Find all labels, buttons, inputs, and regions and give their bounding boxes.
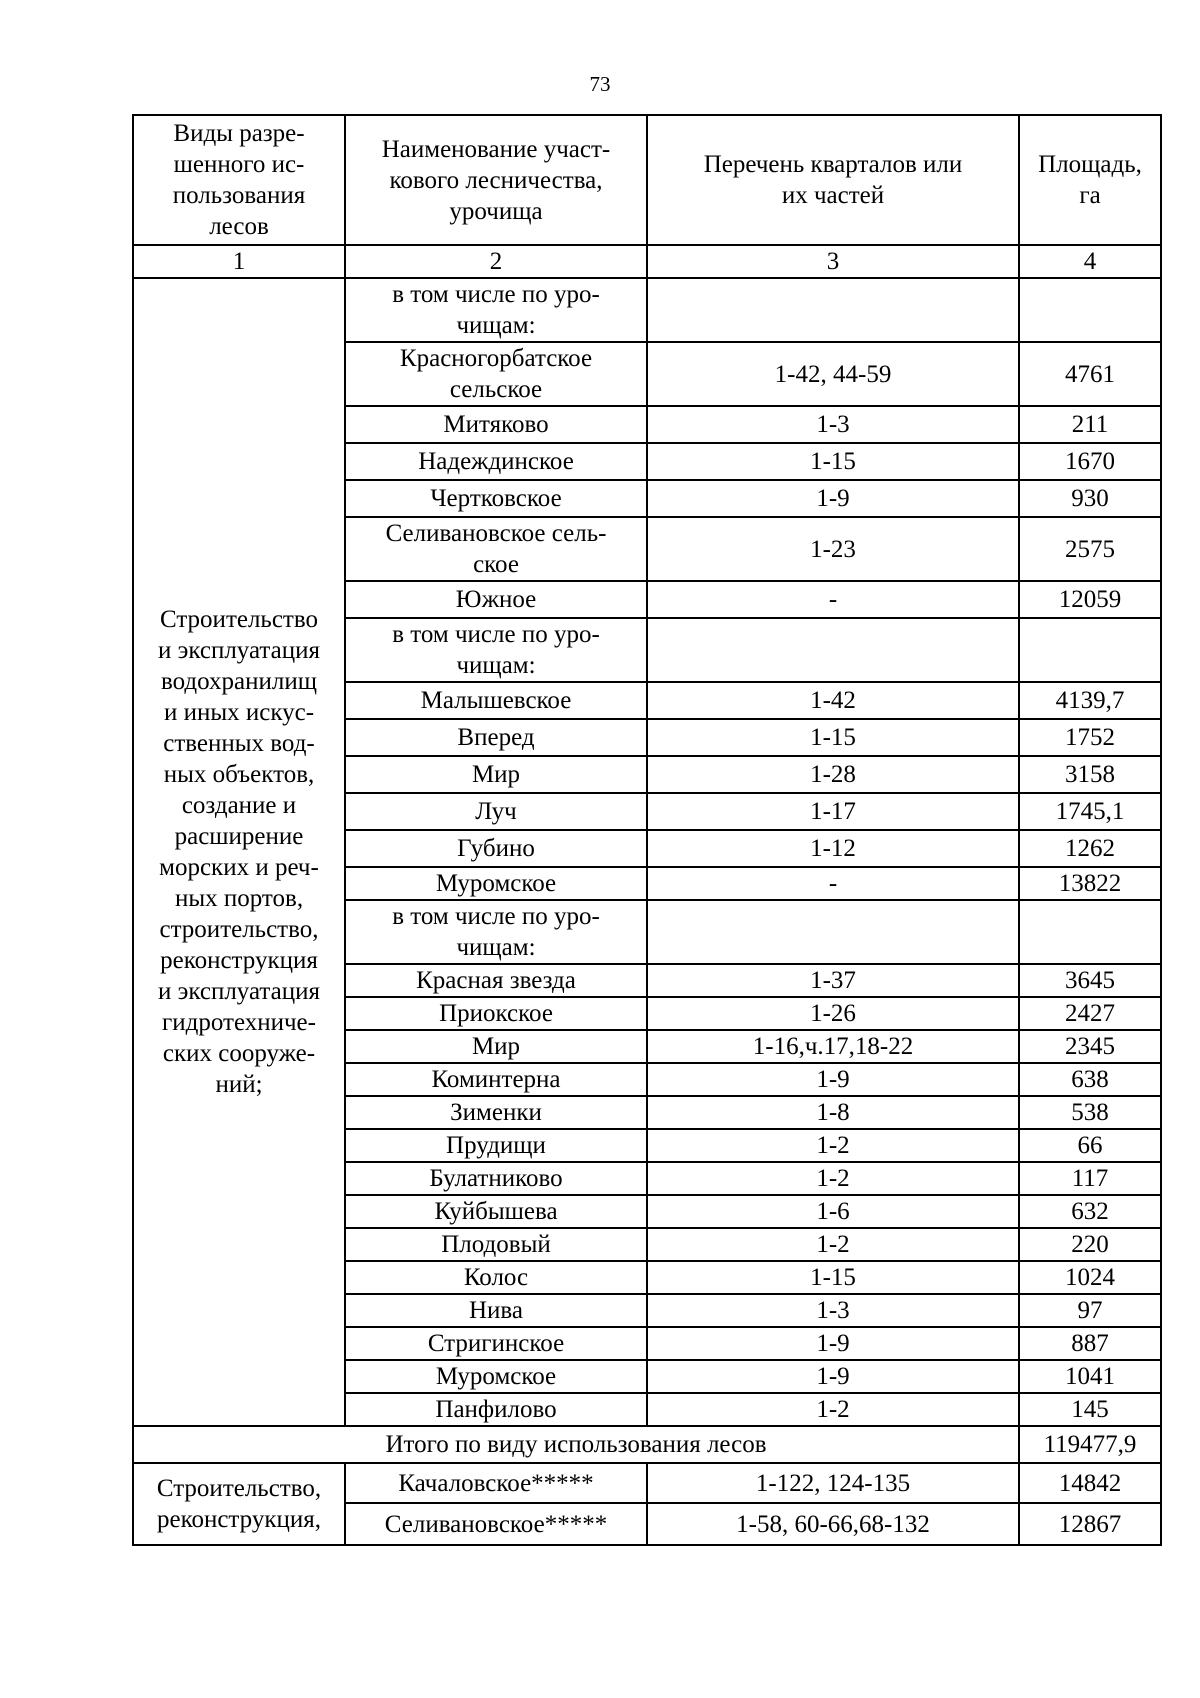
- quarters-cell: [647, 278, 1019, 342]
- header-area: Площадь, га: [1019, 115, 1161, 245]
- quarters-cell: 1-2: [647, 1393, 1019, 1426]
- quarters-cell: 1-58, 60-66,68-132: [647, 1503, 1019, 1545]
- quarters-cell: 1-23: [647, 517, 1019, 581]
- forestry-name-cell: Зименки: [345, 1096, 647, 1129]
- total-row: [133, 1426, 1161, 1463]
- area-cell: 211: [1019, 406, 1161, 443]
- forestry-name-cell: Чертковское: [345, 480, 647, 517]
- forestry-name-cell: Плодовый: [345, 1228, 647, 1261]
- quarters-cell: 1-8: [647, 1096, 1019, 1129]
- header-row: [133, 115, 1161, 245]
- header-name: Наименование участ- кового лесничества, урочища: [345, 115, 647, 245]
- quarters-cell: 1-9: [647, 480, 1019, 517]
- forestry-name-cell: Муромское: [345, 867, 647, 900]
- area-cell: 638: [1019, 1063, 1161, 1096]
- forestry-name-cell: Селивановское*****: [345, 1503, 647, 1545]
- quarters-cell: 1-15: [647, 719, 1019, 756]
- quarters-cell: 1-12: [647, 830, 1019, 867]
- forestry-name-cell: Мир: [345, 1030, 647, 1063]
- forestry-name-cell: Красногорбатское сельское: [345, 342, 647, 406]
- quarters-cell: -: [647, 581, 1019, 618]
- quarters-cell: 1-2: [647, 1228, 1019, 1261]
- quarters-cell: 1-37: [647, 964, 1019, 997]
- use-kind-cell: Строительство, реконструкция,: [133, 1463, 345, 1545]
- forestry-name-cell: Панфилово: [345, 1393, 647, 1426]
- quarters-cell: [647, 900, 1019, 964]
- forestry-name-cell: Надеждинское: [345, 443, 647, 480]
- total-label: Итого по виду использования лесов: [133, 1426, 1019, 1463]
- forestry-name-cell: Колос: [345, 1261, 647, 1294]
- forest-use-table: [132, 114, 1162, 1546]
- forestry-name-cell: Мир: [345, 756, 647, 793]
- area-cell: 887: [1019, 1327, 1161, 1360]
- area-cell: [1019, 618, 1161, 682]
- column-number: 2: [345, 245, 647, 278]
- forestry-name-cell: Качаловское*****: [345, 1463, 647, 1503]
- area-cell: 4139,7: [1019, 682, 1161, 719]
- forestry-name-cell: Приокское: [345, 997, 647, 1030]
- forestry-name-cell: Митяково: [345, 406, 647, 443]
- use-kind-cell: Строительство и эксплуатация водохранилищ и иных искус- ственных вод- ных объектов, создание и расширение морских и реч- ных портов, строительство, реконструкция и эксплуатация гидротехниче- ских сооруже- ний;: [133, 278, 345, 1426]
- area-cell: 1745,1: [1019, 793, 1161, 830]
- column-number: 3: [647, 245, 1019, 278]
- forestry-name-cell: Булатниково: [345, 1162, 647, 1195]
- forestry-name-cell: Куйбышева: [345, 1195, 647, 1228]
- area-cell: 632: [1019, 1195, 1161, 1228]
- quarters-cell: 1-42, 44-59: [647, 342, 1019, 406]
- column-number: 1: [133, 245, 345, 278]
- header-quarters: Перечень кварталов или их частей: [647, 115, 1019, 245]
- forestry-name-cell: Луч: [345, 793, 647, 830]
- area-cell: 3645: [1019, 964, 1161, 997]
- forestry-name-cell: Стригинское: [345, 1327, 647, 1360]
- forestry-name-cell: Селивановское сель- ское: [345, 517, 647, 581]
- quarters-cell: 1-28: [647, 756, 1019, 793]
- area-cell: 220: [1019, 1228, 1161, 1261]
- area-cell: 1670: [1019, 443, 1161, 480]
- quarters-cell: 1-15: [647, 443, 1019, 480]
- page-number: 73: [589, 72, 611, 96]
- area-cell: 13822: [1019, 867, 1161, 900]
- quarters-cell: 1-3: [647, 1294, 1019, 1327]
- header-kind: Виды разре- шенного ис- пользования лесов: [133, 115, 345, 245]
- column-number-row: [133, 245, 1161, 278]
- area-cell: 14842: [1019, 1463, 1161, 1503]
- area-cell: 12059: [1019, 581, 1161, 618]
- forestry-name-cell: Губино: [345, 830, 647, 867]
- quarters-cell: 1-9: [647, 1327, 1019, 1360]
- forestry-name-cell: Вперед: [345, 719, 647, 756]
- forestry-name-cell: Коминтерна: [345, 1063, 647, 1096]
- area-cell: 3158: [1019, 756, 1161, 793]
- forestry-name-cell: в том числе по уро- чищам:: [345, 618, 647, 682]
- area-cell: [1019, 900, 1161, 964]
- area-cell: 930: [1019, 480, 1161, 517]
- column-number: 4: [1019, 245, 1161, 278]
- area-cell: 1024: [1019, 1261, 1161, 1294]
- area-cell: 4761: [1019, 342, 1161, 406]
- forestry-name-cell: в том числе по уро- чищам:: [345, 900, 647, 964]
- quarters-cell: [647, 618, 1019, 682]
- area-cell: 2345: [1019, 1030, 1161, 1063]
- area-cell: 12867: [1019, 1503, 1161, 1545]
- forestry-name-cell: Малышевское: [345, 682, 647, 719]
- quarters-cell: 1-2: [647, 1129, 1019, 1162]
- area-cell: 145: [1019, 1393, 1161, 1426]
- quarters-cell: 1-26: [647, 997, 1019, 1030]
- area-cell: [1019, 278, 1161, 342]
- quarters-cell: 1-2: [647, 1162, 1019, 1195]
- forestry-name-cell: Южное: [345, 581, 647, 618]
- table-row: [133, 278, 1161, 342]
- area-cell: 1041: [1019, 1360, 1161, 1393]
- forestry-name-cell: Прудищи: [345, 1129, 647, 1162]
- quarters-cell: 1-16,ч.17,18-22: [647, 1030, 1019, 1063]
- area-cell: 2575: [1019, 517, 1161, 581]
- quarters-cell: 1-6: [647, 1195, 1019, 1228]
- area-cell: 538: [1019, 1096, 1161, 1129]
- area-cell: 2427: [1019, 997, 1161, 1030]
- quarters-cell: 1-9: [647, 1360, 1019, 1393]
- quarters-cell: -: [647, 867, 1019, 900]
- quarters-cell: 1-3: [647, 406, 1019, 443]
- total-area: 119477,9: [1019, 1426, 1161, 1463]
- forestry-name-cell: в том числе по уро- чищам:: [345, 278, 647, 342]
- quarters-cell: 1-9: [647, 1063, 1019, 1096]
- area-cell: 1262: [1019, 830, 1161, 867]
- forestry-name-cell: Красная звезда: [345, 964, 647, 997]
- quarters-cell: 1-15: [647, 1261, 1019, 1294]
- area-cell: 117: [1019, 1162, 1161, 1195]
- quarters-cell: 1-42: [647, 682, 1019, 719]
- table-row: [133, 1463, 1161, 1503]
- area-cell: 97: [1019, 1294, 1161, 1327]
- forestry-name-cell: Нива: [345, 1294, 647, 1327]
- quarters-cell: 1-17: [647, 793, 1019, 830]
- area-cell: 1752: [1019, 719, 1161, 756]
- area-cell: 66: [1019, 1129, 1161, 1162]
- quarters-cell: 1-122, 124-135: [647, 1463, 1019, 1503]
- forestry-name-cell: Муромское: [345, 1360, 647, 1393]
